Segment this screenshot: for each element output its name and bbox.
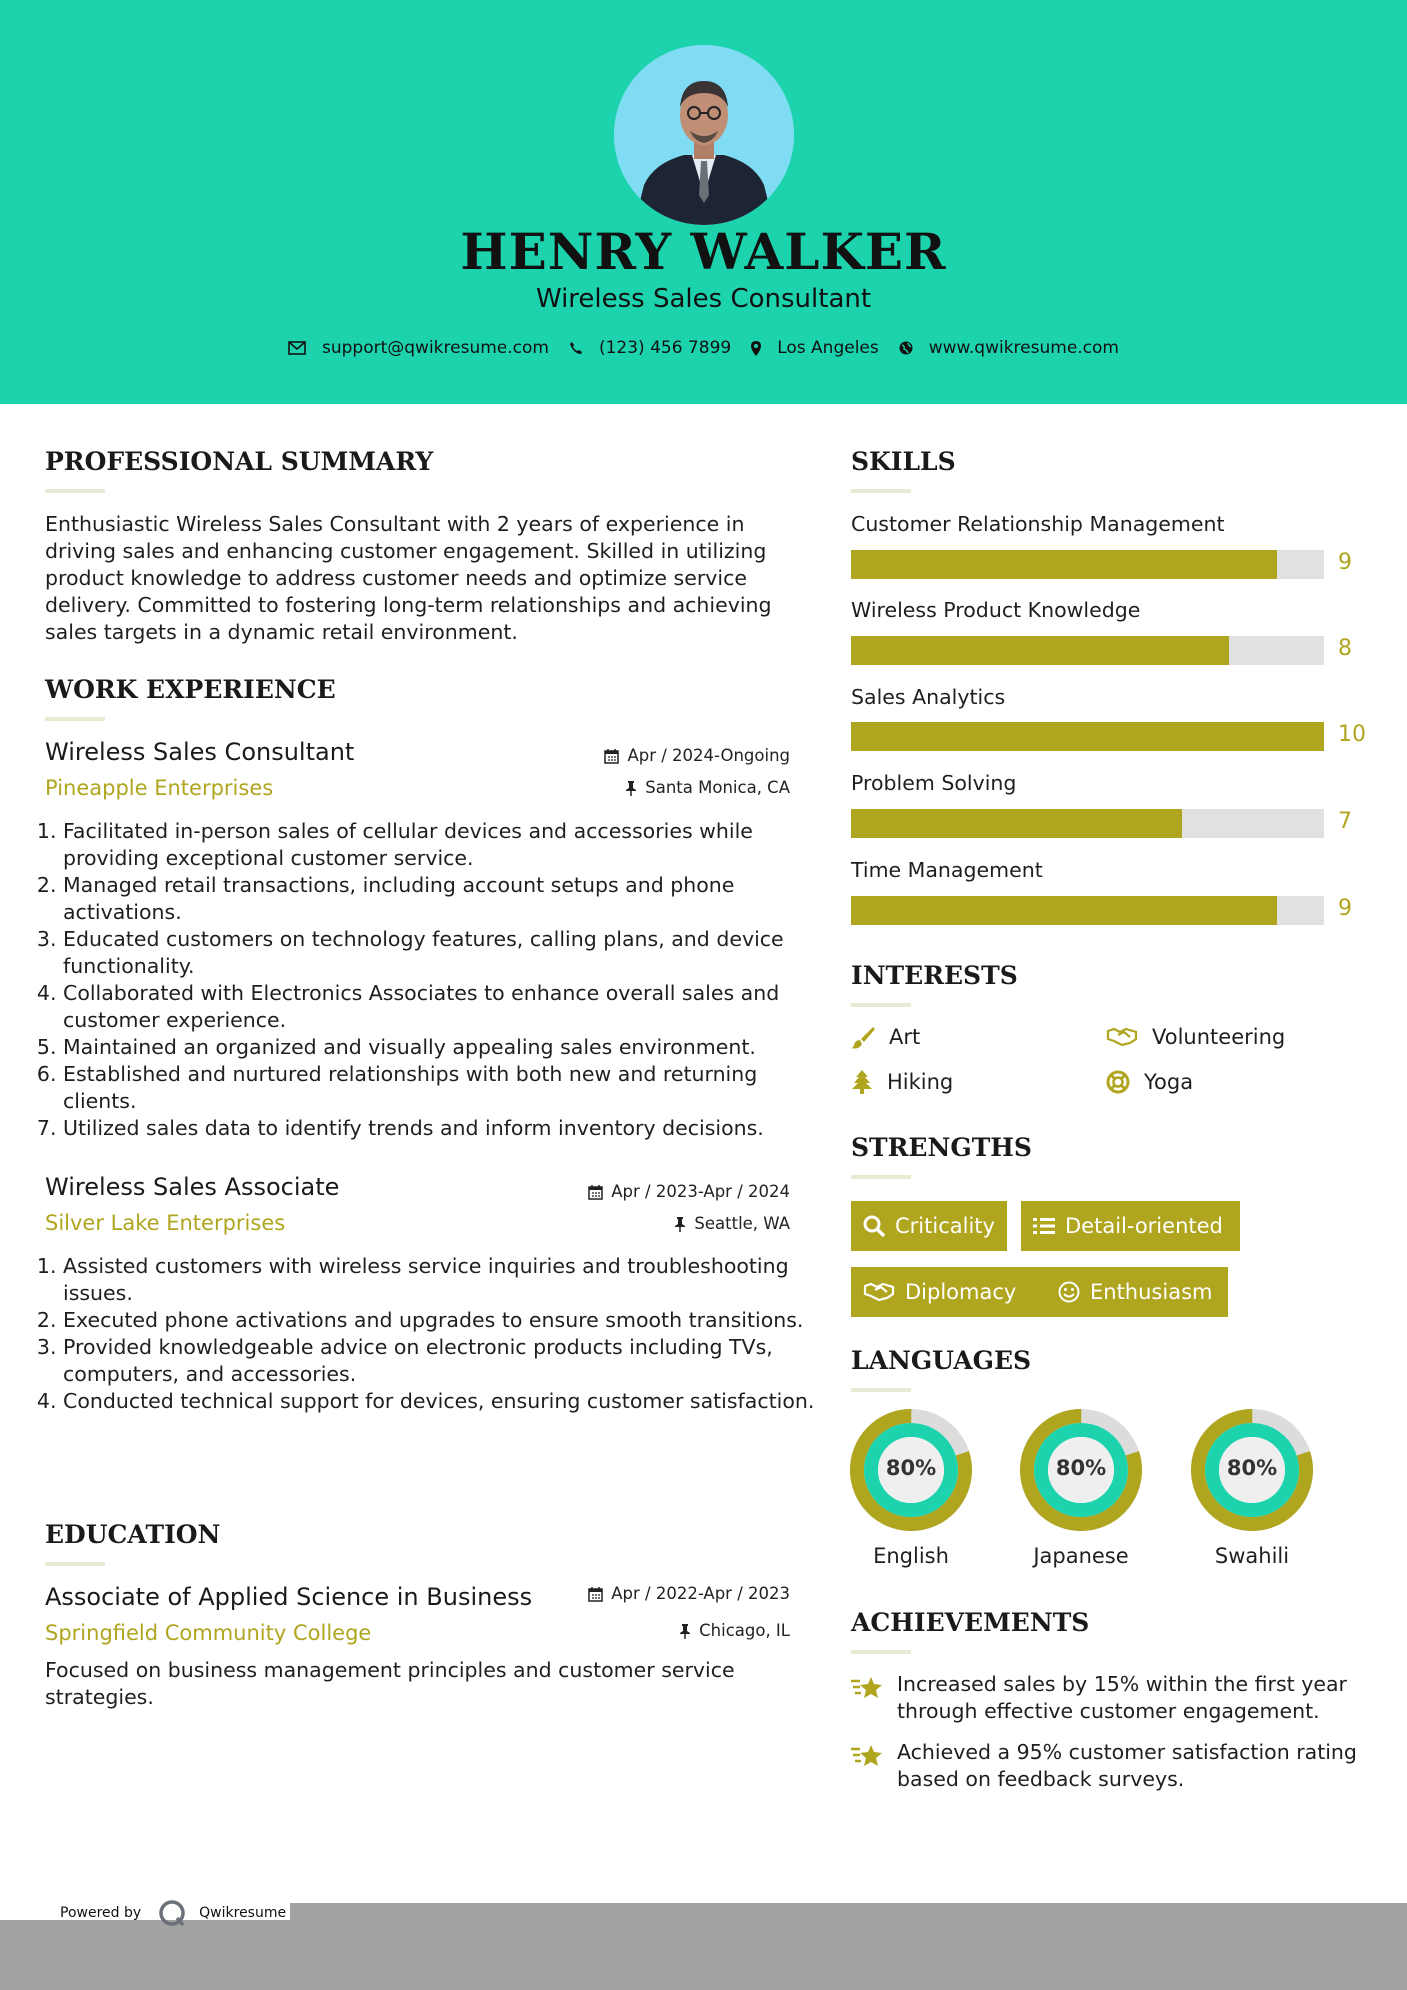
achievement-item: Achieved a 95% customer satisfaction rating based on feedback surveys. (851, 1739, 1371, 1793)
strength-tag: Diplomacy (851, 1267, 1066, 1317)
education-description: Focused on business management principles and customer service strategies. (45, 1658, 735, 1709)
company-name: Pineapple Enterprises (45, 776, 274, 800)
languages-underline (851, 1388, 911, 1392)
skills-heading: SKILLS (851, 447, 956, 476)
summary-heading: PROFESSIONAL SUMMARY (45, 447, 434, 476)
achievements-underline (851, 1650, 911, 1654)
language-name: Japanese (1033, 1544, 1129, 1568)
pushpin-icon (679, 1623, 691, 1639)
strength-tag: Enthusiasm (1046, 1267, 1228, 1317)
language-donut (1019, 1408, 1143, 1532)
list-item: 3. Educated customers on technology features, calling plans, and device functionality. (63, 926, 815, 980)
skill-value: 9 (1338, 550, 1352, 575)
education-heading: EDUCATION (45, 1520, 221, 1549)
interest-item: Hiking (851, 1070, 953, 1094)
email-text: support@qwikresume.com (322, 338, 549, 358)
interest-item: Volunteering (1106, 1025, 1285, 1049)
skill-bar-fill (851, 550, 1277, 579)
skill-bar (851, 636, 1324, 665)
achievement-item: Increased sales by 15% within the first year through effective customer engagement. (851, 1671, 1371, 1725)
location-text: Los Angeles (777, 338, 879, 358)
phone-icon (569, 341, 583, 355)
skill-label: Sales Analytics (851, 685, 1006, 709)
job-responsibilities (45, 818, 815, 1142)
strength-tag: Detail-oriented (1021, 1201, 1240, 1251)
skill-bar-fill (851, 896, 1277, 925)
language-percent: 80% (885, 1456, 937, 1480)
paintbrush-icon (851, 1025, 875, 1049)
job-title: Wireless Sales Associate (45, 1173, 340, 1201)
tree-icon (851, 1070, 873, 1094)
skills-underline (851, 489, 911, 493)
skill-label: Customer Relationship Management (851, 512, 1225, 536)
list-item: 1. Assisted customers with wireless service inquiries and troubleshooting issues. (63, 1253, 815, 1307)
language-name: Swahili (1214, 1544, 1290, 1568)
handshake-icon (863, 1282, 895, 1302)
skill-label: Time Management (851, 858, 1043, 882)
job-location: Seattle, WA (540, 1214, 790, 1233)
envelope-icon (288, 341, 306, 355)
job-location: Santa Monica, CA (540, 778, 790, 797)
company-name: Silver Lake Enterprises (45, 1211, 286, 1235)
shooting-star-icon (851, 1741, 885, 1769)
calendar-icon (588, 1184, 603, 1200)
phone-text: (123) 456 7899 (598, 338, 732, 358)
list-item: 6. Established and nurtured relationships with both new and returning clients. (63, 1061, 815, 1115)
skill-label: Wireless Product Knowledge (851, 598, 1141, 622)
interest-item: Yoga (1106, 1070, 1193, 1094)
contact-email[interactable] (288, 338, 549, 358)
skill-value: 8 (1338, 636, 1352, 661)
job-title: Wireless Sales Consultant (45, 738, 355, 766)
skill-bar (851, 550, 1324, 579)
map-pin-icon (751, 341, 761, 356)
contact-phone[interactable] (569, 338, 731, 358)
strengths-heading: STRENGTHS (851, 1133, 1032, 1162)
language-percent: 80% (1055, 1456, 1107, 1480)
skill-value: 10 (1338, 722, 1366, 747)
list-item: 3. Provided knowledgeable advice on electronic products including TVs, computers, and accessories. (63, 1334, 815, 1388)
languages-heading: LANGUAGES (851, 1346, 1032, 1375)
footer-band (0, 1920, 1407, 1990)
language-name: English (873, 1544, 949, 1568)
school-name: Springfield Community College (45, 1621, 372, 1645)
powered-by[interactable]: Powered by Qwikresume (60, 1898, 286, 1928)
skill-value: 7 (1338, 809, 1352, 834)
list-item: 2. Executed phone activations and upgrades to ensure smooth transitions. (63, 1307, 815, 1334)
list-item: 4. Conducted technical support for devices, ensuring customer satisfaction. (63, 1388, 815, 1415)
skill-bar-fill (851, 809, 1182, 838)
candidate-name: HENRY WALKER (460, 222, 947, 281)
experience-underline (45, 717, 105, 721)
interest-item: Art (851, 1025, 920, 1049)
pushpin-icon (625, 780, 637, 796)
list-item: 7. Utilized sales data to identify trends and inform inventory decisions. (63, 1115, 815, 1142)
calendar-icon (604, 748, 619, 764)
skill-bar-fill (851, 636, 1229, 665)
website-text: www.qwikresume.com (928, 338, 1119, 358)
qwikresume-logo-icon (157, 1898, 187, 1928)
candidate-title: Wireless Sales Consultant (535, 284, 872, 314)
contact-website[interactable] (899, 338, 1119, 358)
list-item: 2. Managed retail transactions, including account setups and phone activations. (63, 872, 815, 926)
shooting-star-icon (851, 1673, 885, 1701)
profile-photo (614, 45, 794, 225)
interests-heading: INTERESTS (851, 961, 1018, 990)
globe-icon (899, 341, 913, 355)
skill-bar (851, 722, 1324, 751)
education-location: Chicago, IL (540, 1621, 790, 1640)
job-dates: Apr / 2023-Apr / 2024 (540, 1182, 790, 1201)
summary-text: Enthusiastic Wireless Sales Consultant with 2 years of experience in driving sales and enhancing customer engagement. Skilled in utilizing product knowledge to address customer needs and optimize service delivery. Committed to fostering long-term relationships and achieving sales targets in a dynamic retail environment. (45, 512, 772, 644)
education-dates: Apr / 2022-Apr / 2023 (540, 1584, 790, 1603)
calendar-icon (588, 1586, 603, 1602)
strengths-underline (851, 1175, 911, 1179)
list-item: 5. Maintained an organized and visually appealing sales environment. (63, 1034, 815, 1061)
header-banner (0, 0, 1407, 404)
language-donut (1190, 1408, 1314, 1532)
language-donut (849, 1408, 973, 1532)
interests-underline (851, 1003, 911, 1007)
list-item: 4. Collaborated with Electronics Associates to enhance overall sales and customer experience. (63, 980, 815, 1034)
language-percent: 80% (1226, 1456, 1278, 1480)
skill-label: Problem Solving (851, 771, 1017, 795)
job-dates: Apr / 2024-Ongoing (540, 746, 790, 765)
search-icon (863, 1215, 885, 1237)
list-icon (1033, 1217, 1055, 1235)
job-responsibilities (45, 1253, 815, 1415)
education-underline (45, 1562, 105, 1566)
handshake-icon (1106, 1027, 1138, 1047)
degree-title: Associate of Applied Science in Business (45, 1583, 533, 1611)
skill-bar (851, 896, 1324, 925)
smile-icon (1058, 1281, 1080, 1303)
list-item: 1. Facilitated in-person sales of cellular devices and accessories while providing exceptional customer service. (63, 818, 815, 872)
lifering-icon (1106, 1070, 1130, 1094)
strength-tag: Criticality (851, 1201, 1007, 1251)
skill-bar (851, 809, 1324, 838)
skill-value: 9 (1338, 896, 1352, 921)
contact-location (751, 338, 879, 358)
pushpin-icon (674, 1216, 686, 1232)
experience-heading: WORK EXPERIENCE (45, 675, 336, 704)
contact-bar (0, 338, 1407, 358)
achievements-heading: ACHIEVEMENTS (851, 1608, 1090, 1637)
skill-bar-fill (851, 722, 1324, 751)
summary-underline (45, 489, 105, 493)
